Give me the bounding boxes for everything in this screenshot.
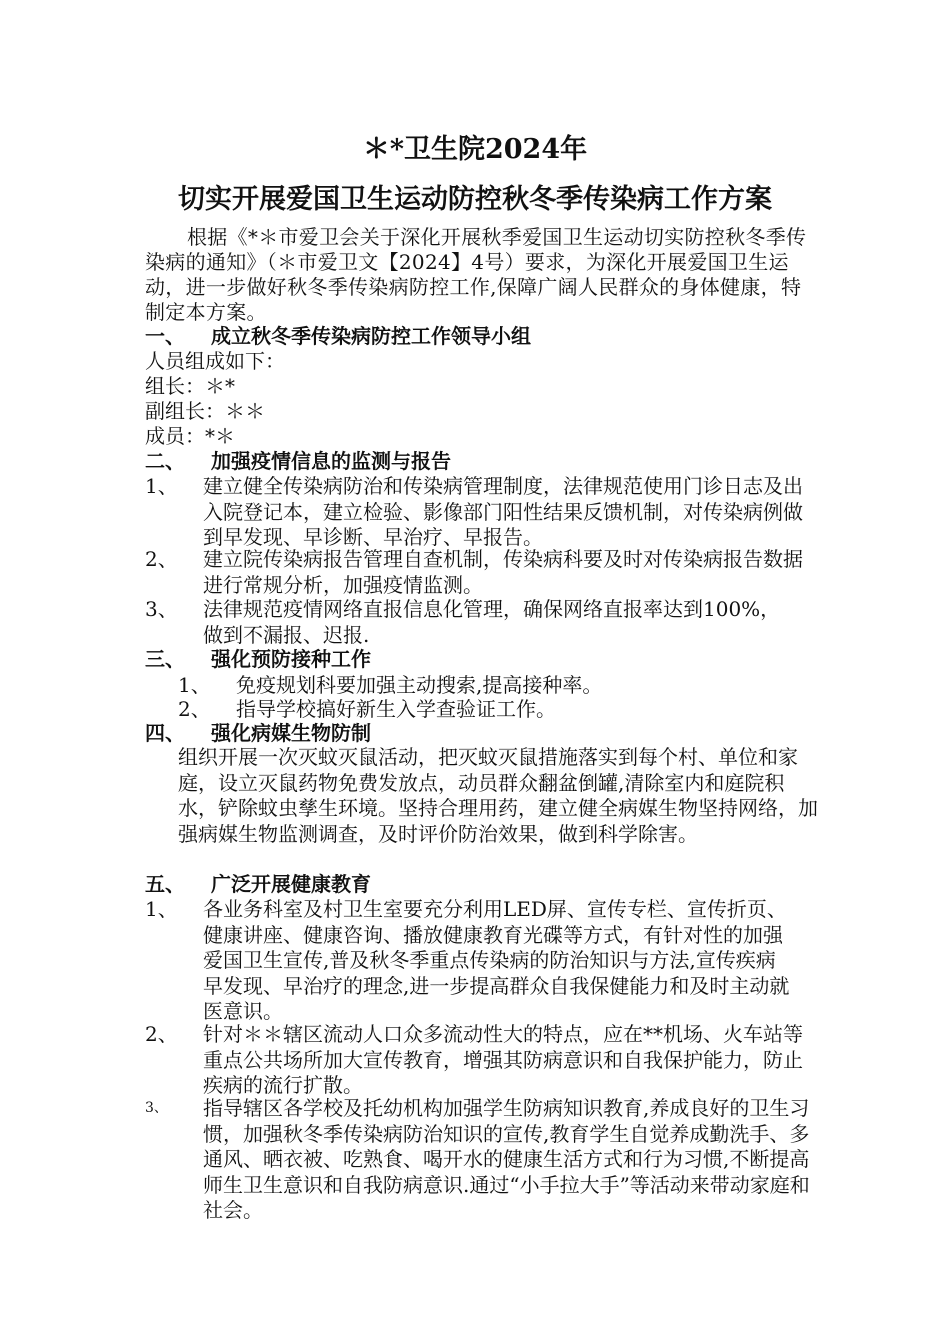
section-5-heading xyxy=(145,872,371,897)
section-5-title: 广泛开展健康教育 xyxy=(211,872,371,896)
section-3-item-1 xyxy=(178,673,818,699)
item-text: 针对＊＊辖区流动人口众多流动性大的特点，应在**机场、火车站等重点公共场所加大宣传教育，增强其防病意识和自我保护能力，防止疾病的流行扩散。 xyxy=(203,1022,803,1097)
section-2-number: 二、 xyxy=(145,449,185,473)
group-members: 成员：*＊ xyxy=(145,424,235,448)
item-number: 1、 xyxy=(178,673,211,697)
section-1-heading xyxy=(145,324,531,349)
section-1-number: 一、 xyxy=(145,324,185,348)
section-4-number: 四、 xyxy=(145,721,185,745)
section-2-item-1 xyxy=(145,474,815,551)
document-title-line1: ＊*卫生院2024年 xyxy=(362,134,588,165)
item-number: 2、 xyxy=(145,1022,178,1046)
item-text: 建立健全传染病防治和传染病管理制度，法律规范使用门诊日志及出入院登记本，建立检验、影像部门阳性结果反馈机制，对传染病例做到早发现、早诊断、早治疗、早报告。 xyxy=(203,474,803,549)
item-number: 2、 xyxy=(178,697,211,721)
document-title-line2: 切实开展爱国卫生运动防控秋冬季传染病工作方案 xyxy=(178,184,772,215)
section-2-title: 加强疫情信息的监测与报告 xyxy=(211,449,451,473)
section-5-item-1 xyxy=(145,897,795,1025)
group-leader: 组长：＊* xyxy=(145,374,235,398)
section-2-item-3 xyxy=(145,597,785,648)
section-4-text: 组织开展一次灭蚊灭鼠活动，把灭蚊灭鼠措施落实到每个村、单位和家庭，设立灭鼠药物免费发放点，动员群众翻盆倒罐,清除室内和庭院积水，铲除蚊虫孳生环境。坚持合理用药，建立健全病媒生物坚持网络，加强病媒生物监测调查，及时评价防治效果，做到科学除害。 xyxy=(178,745,818,846)
section-3-item-2 xyxy=(178,697,818,723)
item-number: 3、 xyxy=(145,597,178,621)
section-5-number: 五、 xyxy=(145,872,185,896)
item-text: 建立院传染病报告管理自查机制，传染病科要及时对传染病报告数据进行常规分析，加强疫情监测。 xyxy=(203,547,803,597)
item-text: 免疫规划科要加强主动搜索,提高接种率。 xyxy=(236,673,603,697)
item-number: 3、 xyxy=(145,1100,168,1116)
item-text: 指导学校搞好新生入学查验证工作。 xyxy=(236,697,556,721)
section-1-title: 成立秋冬季传染病防控工作领导小组 xyxy=(211,324,531,348)
section-5-item-2 xyxy=(145,1022,810,1099)
item-text: 指导辖区各学校及托幼机构加强学生防病知识教育,养成良好的卫生习惯，加强秋冬季传染病防治知识的宣传,教育学生自觉养成勤洗手、多通风、晒衣被、吃熟食、喝开水的健康生活方式和行为习惯,不断提高师生卫生意识和自我防病意识.通过“小手拉大手”等活动来带动家庭和社会。 xyxy=(203,1096,810,1222)
section-2-item-2 xyxy=(145,547,815,598)
section-3-number: 三、 xyxy=(145,647,185,671)
item-number: 1、 xyxy=(145,897,178,921)
item-text: 各业务科室及村卫生室要充分利用LED屏、宣传专栏、宣传折页、健康讲座、健康咨询、播放健康教育光碟等方式，有针对性的加强爱国卫生宣传,普及秋冬季重点传染病的防治知识与方法,宣传疾病早发现、早治疗的理念,进一步提高群众自我保健能力和及时主动就医意识。 xyxy=(203,897,790,1023)
section-5-item-3 xyxy=(145,1096,810,1224)
section-3-heading xyxy=(145,647,371,672)
item-number: 2、 xyxy=(145,547,178,571)
item-text: 法律规范疫情网络直报信息化管理，确保网络直报率达到100%，做到不漏报、迟报. xyxy=(203,597,781,647)
deputy-leader: 副组长：＊＊ xyxy=(145,399,265,423)
members-intro: 人员组成如下： xyxy=(145,349,285,373)
section-4-title: 强化病媒生物防制 xyxy=(211,721,371,745)
item-number: 1、 xyxy=(145,474,178,498)
section-3-title: 强化预防接种工作 xyxy=(211,647,371,671)
intro-paragraph: 根据《*＊市爱卫会关于深化开展秋季爱国卫生运动切实防控秋冬季传染病的通知》（＊市爱卫文【2024】4号）要求，为深化开展爱国卫生运动，进一步做好秋冬季传染病防控工作,保障广阔人民群众的身体健康，特制定本方案。 xyxy=(145,225,807,324)
section-4-heading xyxy=(145,721,371,746)
section-2-heading xyxy=(145,449,451,474)
